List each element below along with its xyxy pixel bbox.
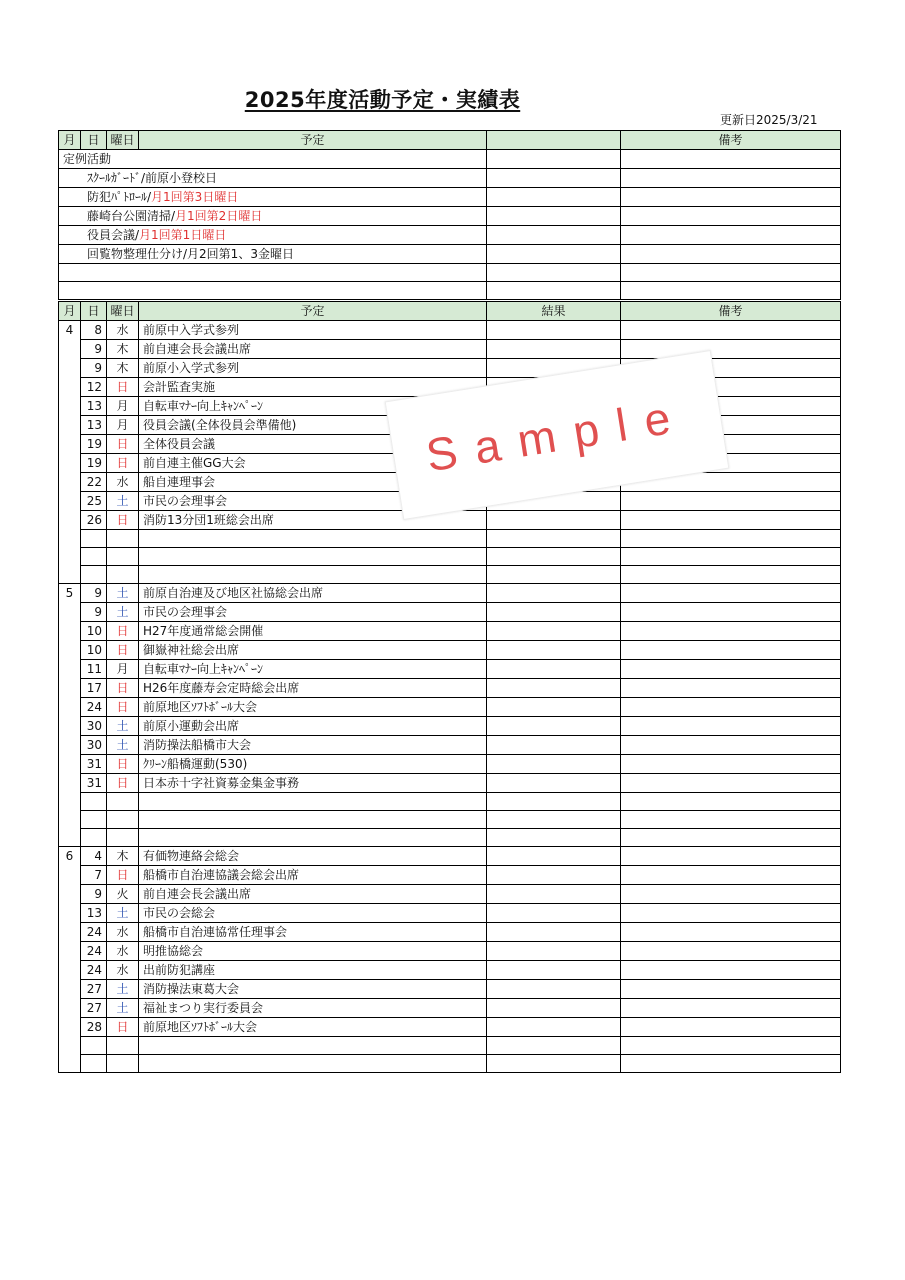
result-cell (487, 530, 621, 548)
month-cell: 4 (59, 321, 81, 584)
remarks-cell (621, 321, 841, 340)
day-cell (81, 1055, 107, 1073)
weekday-cell: 日 (107, 755, 139, 774)
result-cell (487, 811, 621, 829)
weekday-cell: 日 (107, 378, 139, 397)
result-cell (487, 942, 621, 961)
schedule-row (59, 961, 841, 980)
remarks-cell (621, 188, 841, 207)
result-cell (487, 584, 621, 603)
plan-cell: 役員会議(全体役員会準備他) (139, 416, 487, 435)
result-cell (487, 340, 621, 359)
day-cell: 30 (81, 717, 107, 736)
schedule-row (59, 603, 841, 622)
plan-cell: 前原地区ｿﾌﾄﾎﾞｰﾙ大会 (139, 1018, 487, 1037)
result-cell (487, 1018, 621, 1037)
updated-date: 更新日2025/3/21 (720, 113, 818, 127)
plan-cell: H26年度藤寿会定時総会出席 (139, 679, 487, 698)
remarks-cell (621, 622, 841, 641)
result-cell (487, 717, 621, 736)
plan-cell: 前原地区ｿﾌﾄﾎﾞｰﾙ大会 (139, 698, 487, 717)
remarks-cell (621, 584, 841, 603)
header-plan: 予定 (139, 302, 487, 321)
schedule-row (59, 679, 841, 698)
header-dow: 曜日 (107, 131, 139, 150)
day-cell: 4 (81, 847, 107, 866)
remarks-cell (621, 811, 841, 829)
empty-cell (59, 264, 487, 282)
regular-item-schedule: 月1回第3日曜日 (151, 190, 239, 204)
plan-cell: 船自連理事会 (139, 473, 487, 492)
weekday-cell: 日 (107, 1018, 139, 1037)
schedule-row (59, 999, 841, 1018)
remarks-cell (621, 169, 841, 188)
schedule-row (59, 359, 841, 378)
schedule-row (59, 736, 841, 755)
schedule-row (59, 1018, 841, 1037)
remarks-cell (621, 829, 841, 847)
plan-cell: 船橋市自治連協議会総会出席 (139, 866, 487, 885)
result-cell (487, 622, 621, 641)
remarks-cell (621, 245, 841, 264)
weekday-cell: 土 (107, 999, 139, 1018)
remarks-cell (621, 1055, 841, 1073)
remarks-cell (621, 1037, 841, 1055)
result-cell (487, 1037, 621, 1055)
plan-cell: 市民の会理事会 (139, 603, 487, 622)
remarks-cell (621, 641, 841, 660)
plan-cell (139, 566, 487, 584)
day-cell: 7 (81, 866, 107, 885)
weekday-cell: 日 (107, 511, 139, 530)
result-cell (487, 603, 621, 622)
sample-watermark-text: Sample (422, 388, 692, 482)
month-cell: 5 (59, 584, 81, 847)
plan-cell (139, 811, 487, 829)
empty-cell (59, 282, 487, 300)
result-cell (487, 1055, 621, 1073)
weekday-cell: 土 (107, 492, 139, 511)
day-cell: 28 (81, 1018, 107, 1037)
day-cell: 9 (81, 584, 107, 603)
day-cell: 10 (81, 622, 107, 641)
regular-item (59, 169, 487, 188)
regular-item-row (59, 226, 841, 245)
weekday-cell: 土 (107, 603, 139, 622)
remarks-cell (621, 885, 841, 904)
plan-cell (139, 1055, 487, 1073)
weekday-cell: 土 (107, 980, 139, 999)
empty-row (59, 530, 841, 548)
schedule-row (59, 622, 841, 641)
result-cell (487, 566, 621, 584)
plan-cell: 福祉まつり実行委員会 (139, 999, 487, 1018)
weekday-cell (107, 829, 139, 847)
empty-row (59, 264, 841, 282)
result-cell (487, 207, 621, 226)
remarks-cell (621, 530, 841, 548)
result-cell (487, 169, 621, 188)
remarks-cell (621, 923, 841, 942)
schedule-row (59, 774, 841, 793)
day-cell: 30 (81, 736, 107, 755)
remarks-cell (621, 904, 841, 923)
regular-item-text: 回覧物整理仕分け/月2回第1、3金曜日 (87, 247, 294, 261)
remarks-cell (621, 942, 841, 961)
header-day: 日 (81, 302, 107, 321)
plan-cell (139, 829, 487, 847)
schedule-row (59, 698, 841, 717)
day-cell (81, 811, 107, 829)
weekday-cell: 日 (107, 622, 139, 641)
result-cell (487, 904, 621, 923)
result-cell (487, 282, 621, 300)
remarks-cell (621, 264, 841, 282)
day-cell: 24 (81, 923, 107, 942)
regular-item (59, 188, 487, 207)
plan-cell (139, 548, 487, 566)
weekday-cell (107, 793, 139, 811)
day-cell: 9 (81, 359, 107, 378)
remarks-cell (621, 679, 841, 698)
result-cell (487, 150, 621, 169)
regular-item-row (59, 169, 841, 188)
day-cell (81, 530, 107, 548)
day-cell: 10 (81, 641, 107, 660)
remarks-cell (621, 961, 841, 980)
weekday-cell: 月 (107, 397, 139, 416)
weekday-cell: 土 (107, 717, 139, 736)
remarks-cell (621, 774, 841, 793)
day-cell: 11 (81, 660, 107, 679)
plan-cell: 出前防犯講座 (139, 961, 487, 980)
schedule-row (59, 641, 841, 660)
weekday-cell: 火 (107, 885, 139, 904)
weekday-cell (107, 566, 139, 584)
weekday-cell: 水 (107, 942, 139, 961)
weekday-cell (107, 530, 139, 548)
plan-cell: 前原中入学式参列 (139, 321, 487, 340)
result-cell (487, 698, 621, 717)
result-cell (487, 847, 621, 866)
remarks-cell (621, 548, 841, 566)
regular-item-schedule: 月1回第2日曜日 (175, 209, 263, 223)
day-cell: 17 (81, 679, 107, 698)
day-cell: 9 (81, 340, 107, 359)
empty-row (59, 811, 841, 829)
schedule-row (59, 584, 841, 603)
weekday-cell (107, 811, 139, 829)
regular-item (59, 207, 487, 226)
plan-cell: 船橋市自治連協常任理事会 (139, 923, 487, 942)
weekday-cell (107, 1037, 139, 1055)
day-cell: 24 (81, 961, 107, 980)
header-result: 結果 (487, 302, 621, 321)
empty-row (59, 829, 841, 847)
plan-cell: H27年度通常総会開催 (139, 622, 487, 641)
remarks-cell (621, 340, 841, 359)
regular-heading: 定例活動 (59, 150, 487, 169)
schedule-row (59, 847, 841, 866)
plan-cell: 市民の会理事会 (139, 492, 487, 511)
weekday-cell: 日 (107, 698, 139, 717)
empty-row (59, 282, 841, 300)
remarks-cell (621, 226, 841, 245)
day-cell: 24 (81, 698, 107, 717)
schedule-row (59, 885, 841, 904)
plan-cell (139, 793, 487, 811)
weekday-cell: 日 (107, 641, 139, 660)
weekday-cell: 木 (107, 847, 139, 866)
result-cell (487, 245, 621, 264)
remarks-cell (621, 866, 841, 885)
empty-row (59, 793, 841, 811)
weekday-cell (107, 1055, 139, 1073)
remarks-cell (621, 603, 841, 622)
day-cell: 13 (81, 904, 107, 923)
result-cell (487, 774, 621, 793)
remarks-cell (621, 980, 841, 999)
result-cell (487, 679, 621, 698)
result-cell (487, 923, 621, 942)
day-cell (81, 548, 107, 566)
plan-cell: 前原小運動会出席 (139, 717, 487, 736)
plan-cell: 消防操法東葛大会 (139, 980, 487, 999)
regular-item-row (59, 207, 841, 226)
result-cell (487, 188, 621, 207)
regular-item-text: ｽｸｰﾙｶﾞｰﾄﾞ/前原小登校日 (87, 171, 218, 185)
remarks-cell (621, 150, 841, 169)
plan-cell (139, 1037, 487, 1055)
regular-item-row (59, 188, 841, 207)
day-cell: 13 (81, 397, 107, 416)
plan-cell: 前自連会長会議出席 (139, 340, 487, 359)
remarks-cell (621, 282, 841, 300)
remarks-cell (621, 207, 841, 226)
weekday-cell: 土 (107, 904, 139, 923)
result-cell (487, 226, 621, 245)
header-month: 月 (59, 131, 81, 150)
remarks-cell (621, 847, 841, 866)
day-cell: 9 (81, 603, 107, 622)
remarks-cell (621, 717, 841, 736)
regular-activities-table (58, 130, 841, 300)
regular-item-schedule: 月1回第1日曜日 (139, 228, 227, 242)
plan-cell: 全体役員会議 (139, 435, 487, 454)
day-cell: 27 (81, 999, 107, 1018)
day-cell: 9 (81, 885, 107, 904)
day-cell: 31 (81, 755, 107, 774)
remarks-cell (621, 755, 841, 774)
empty-row (59, 1037, 841, 1055)
result-cell (487, 736, 621, 755)
result-cell (487, 999, 621, 1018)
schedule-row (59, 660, 841, 679)
regular-item-row (59, 245, 841, 264)
remarks-cell (621, 660, 841, 679)
plan-cell: 前自連主催GG大会 (139, 454, 487, 473)
result-cell (487, 321, 621, 340)
schedule-row (59, 755, 841, 774)
weekday-cell: 日 (107, 454, 139, 473)
weekday-cell: 水 (107, 961, 139, 980)
schedule-row (59, 904, 841, 923)
day-cell: 8 (81, 321, 107, 340)
weekday-cell: 土 (107, 584, 139, 603)
regular-item (59, 226, 487, 245)
page-title: 2025年度活動予定・実績表 (244, 88, 521, 112)
schedule-row (59, 980, 841, 999)
day-cell: 25 (81, 492, 107, 511)
empty-row (59, 566, 841, 584)
weekday-cell: 木 (107, 359, 139, 378)
header-day: 日 (81, 131, 107, 150)
plan-cell: 消防13分団1班総会出席 (139, 511, 487, 530)
plan-cell: ｸﾘｰﾝ船橋運動(530) (139, 755, 487, 774)
plan-cell: 日本赤十字社資募金集金事務 (139, 774, 487, 793)
schedule-row (59, 717, 841, 736)
plan-cell: 前原自治連及び地区社協総会出席 (139, 584, 487, 603)
schedule-row (59, 923, 841, 942)
empty-row (59, 548, 841, 566)
remarks-cell (621, 566, 841, 584)
result-cell (487, 980, 621, 999)
plan-cell: 市民の会総会 (139, 904, 487, 923)
remarks-cell (621, 736, 841, 755)
plan-cell: 前自連会長会議出席 (139, 885, 487, 904)
plan-cell: 会計監査実施 (139, 378, 487, 397)
result-cell (487, 548, 621, 566)
result-cell (487, 660, 621, 679)
day-cell (81, 1037, 107, 1055)
regular-item-text: 役員会議/ (87, 228, 140, 242)
weekday-cell: 月 (107, 416, 139, 435)
weekday-cell: 日 (107, 866, 139, 885)
day-cell: 27 (81, 980, 107, 999)
day-cell: 19 (81, 454, 107, 473)
remarks-cell (621, 511, 841, 530)
schedule-row (59, 866, 841, 885)
result-cell (487, 641, 621, 660)
weekday-cell: 木 (107, 340, 139, 359)
month-cell: 6 (59, 847, 81, 1073)
weekday-cell (107, 548, 139, 566)
empty-row (59, 1055, 841, 1073)
schedule-row (59, 340, 841, 359)
plan-cell (139, 530, 487, 548)
weekday-cell: 日 (107, 435, 139, 454)
schedule-row (59, 321, 841, 340)
day-cell: 26 (81, 511, 107, 530)
plan-cell: 明推協総会 (139, 942, 487, 961)
plan-cell: 御嶽神社総会出席 (139, 641, 487, 660)
result-cell (487, 755, 621, 774)
day-cell (81, 793, 107, 811)
plan-cell: 前原小入学式参列 (139, 359, 487, 378)
result-cell (487, 264, 621, 282)
regular-item-text: 藤崎台公園清掃/ (87, 209, 176, 223)
day-cell: 31 (81, 774, 107, 793)
result-cell (487, 829, 621, 847)
remarks-cell (621, 492, 841, 511)
result-cell (487, 511, 621, 530)
day-cell (81, 829, 107, 847)
day-cell: 22 (81, 473, 107, 492)
result-cell (487, 885, 621, 904)
day-cell: 24 (81, 942, 107, 961)
remarks-cell (621, 698, 841, 717)
regular-item (59, 245, 487, 264)
weekday-cell: 土 (107, 736, 139, 755)
plan-cell: 有価物連絡会総会 (139, 847, 487, 866)
schedule-row (59, 942, 841, 961)
weekday-cell: 水 (107, 473, 139, 492)
header-row (59, 302, 841, 321)
remarks-cell (621, 793, 841, 811)
header-plan: 予定 (139, 131, 487, 150)
result-cell (487, 961, 621, 980)
day-cell: 13 (81, 416, 107, 435)
plan-cell: 消防操法船橋市大会 (139, 736, 487, 755)
header-result (487, 131, 621, 150)
regular-heading-row (59, 150, 841, 169)
remarks-cell (621, 999, 841, 1018)
schedule-row (59, 511, 841, 530)
result-cell (487, 866, 621, 885)
weekday-cell: 日 (107, 774, 139, 793)
day-cell: 19 (81, 435, 107, 454)
remarks-cell (621, 1018, 841, 1037)
header-month: 月 (59, 302, 81, 321)
plan-cell: 自転車ﾏﾅｰ向上ｷｬﾝﾍﾟｰﾝ (139, 660, 487, 679)
header-row (59, 131, 841, 150)
header-remarks: 備考 (621, 302, 841, 321)
header-remarks: 備考 (621, 131, 841, 150)
weekday-cell: 水 (107, 321, 139, 340)
header-dow: 曜日 (107, 302, 139, 321)
day-cell (81, 566, 107, 584)
regular-item-text: 防犯ﾊﾟﾄﾛｰﾙ/ (87, 190, 152, 204)
weekday-cell: 水 (107, 923, 139, 942)
result-cell (487, 793, 621, 811)
day-cell: 12 (81, 378, 107, 397)
weekday-cell: 月 (107, 660, 139, 679)
weekday-cell: 日 (107, 679, 139, 698)
plan-cell: 自転車ﾏﾅｰ向上ｷｬﾝﾍﾟｰﾝ (139, 397, 487, 416)
